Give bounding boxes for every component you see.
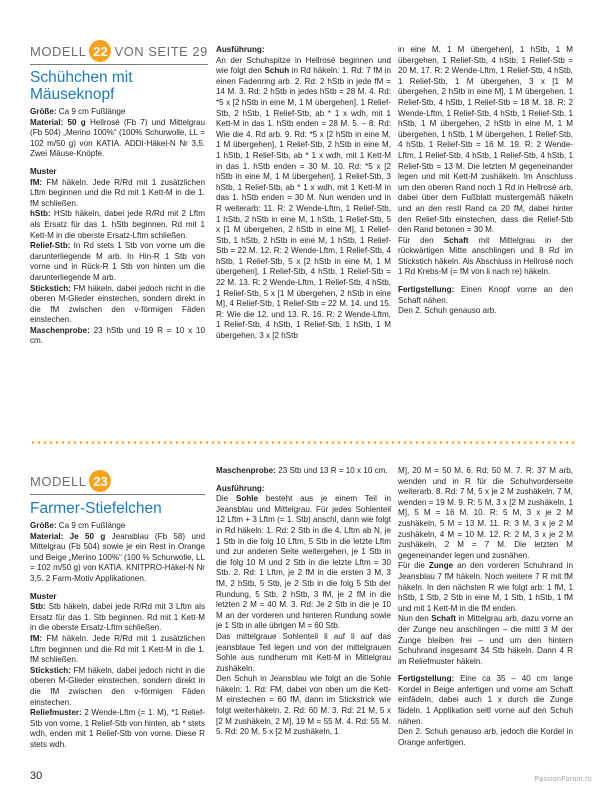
model-22-column-2 bbox=[216, 45, 391, 345]
maschenprobe-paragraph: Maschenprobe: 23 hStb und 19 R = 10 x 10 cm. bbox=[30, 325, 205, 346]
model-23-column-3 bbox=[398, 466, 573, 766]
header-rule bbox=[30, 64, 208, 65]
stb-paragraph: Stb: Stb häkeln, dabei jede R/Rd mit 3 Lftm als Ersatz für das 1. Stb beginnen. Rd mit 1 Kett-M in die oberste Ersatz-Lftm schließen. bbox=[30, 602, 205, 633]
page-number: 30 bbox=[30, 770, 43, 782]
ausfuehrung-heading: Ausführung: bbox=[216, 45, 265, 54]
section-divider bbox=[30, 441, 575, 444]
model-number-badge: 22 bbox=[89, 40, 111, 62]
groesse-paragraph: Größe: Ca 9 cm Fußlänge bbox=[30, 521, 126, 530]
schaft-paragraph: Nun den Schaft in Mittelgrau arb, dazu vorne an der Zunge neu anschlingen – die mittl 3 M der Zunge bleiben frei – und um den hintern Schuhrand insgesamt 34 Stb häkeln. Dann 4 R im Reliefmuster häkeln. bbox=[398, 614, 573, 666]
fm-paragraph: fM: FM häkeln. Jede R/Rd mit 1 zusätzlichen Lftm beginnen und die Rd mit 1 Kett-M in die 1. fM schließen. bbox=[30, 177, 205, 208]
von-seite-label: VON SEITE 29 bbox=[114, 43, 208, 59]
stickstich-paragraph: Stickstich: FM häkeln, dabei jedoch nicht in die oberen M-Glieder einstechen, sondern direkt in die fM zwischen den v-förmigen Fäden einstechen. bbox=[30, 665, 205, 707]
fertigstellung-paragraph: Fertigstellung: Eine ca 35 – 40 cm lange Kordel in Beige anfertigen und vorne am Schaft einfädeln, dabei auch 1 x durch die Zunge fädeln. 1 Applikation seitl vorne auf den Schuh nähen. bbox=[398, 674, 573, 726]
second-shoe-note: Den 2. Schuh genauso arb, jedoch die Kordel in Orange anfertigen. bbox=[398, 727, 573, 747]
fertigstellung-paragraph: Fertigstellung: Einen Knopf vorne an den Schaft nähen. bbox=[398, 285, 573, 305]
model-22-column-3 bbox=[398, 45, 573, 365]
material-paragraph: Material: 50 g Hellrosé (Fb 7) und Mittelgrau (Fb 504) „Merino 100%“ (100% Schurwolle, LL = 102 m/50 g) von KATIA. ADDI-Häkel-N Nr 3,5. Zwei Mäuse-Knöpfe. bbox=[30, 117, 205, 159]
muster-heading: Muster bbox=[30, 166, 57, 176]
modell-label: MODELL bbox=[30, 43, 87, 59]
sohle-paragraph: Die Sohle besteht aus je einem Teil in Jeansblau und Mittelgrau. Für jedes Sohlenteil 12 Lftm + 3 Lftm (= 1. Stb) anschl, dann wie folgt in Rd häkeln: 1. Rd: 2 Stb in die 4. Lftm ab N, je 1 Stb in die folg 10 Lftm, 5 Stb in die letzte Lftm und zur anderen Seite weitergehen, je 1 Stb in die folg 10 M und 2 Stb in die letzte Lftm = 30 Stb. 2. Rd: 1 Lftm, je 2 fM in die ersten 3 M, 3 fM, 2 hStb, 5 Stb, je 2 Stb in die folg 5 Stb der Rundung, 5 Stb, 2 hStb, 3 fM, je 2 fM in die letzten 2 M = 40 M. 3. Rd: Je 2 Stb in die je 10 M an der vorderen und hinteren Rundung sowie je 1 Stb in alle übrigen M = 60 Stb. bbox=[216, 494, 392, 631]
maschenprobe-paragraph: Maschenprobe: 23 Stb und 13 R = 10 x 10 cm. bbox=[216, 466, 388, 475]
hstb-paragraph: hStb: HStb häkeln, dabei jede R/Rd mit 2 Lftm als Ersatz für das 1. hStb beginnen. Rd mit 1 Kett-M in die oberste Ersatz-Lftm schließen. bbox=[30, 209, 205, 240]
sohle-join-paragraph: Das mittelgraue Sohlenteil li auf li auf das jeansblaue Teil legen und von der mittelgrauen Sohle aus rundherum mit Kett-M in Mittelgrau zushäkeln. bbox=[216, 631, 391, 673]
fm-paragraph: fM: FM häkeln. Jede R/Rd mit 1 zusätzlichen Lftm beginnen und die Rd mit 1 Kett-M in die 1. fM schließen. bbox=[30, 633, 205, 665]
ausfuehrung-heading: Ausführung: bbox=[216, 483, 265, 493]
reliefmuster-paragraph: Reliefmuster: 2 Wende-Lftm (= 1. M), *1 Relief-Stb von vorne, 1 Relief-Stb von hinten, ab * stets wdh, enden mit 1 Relief-Stb von vorne. Diese R stets wdh. bbox=[30, 708, 205, 749]
relief-paragraph: Relief-Stb: In Rd stets 1 Stb von vorne um die darunterliegende M arb. In Hin-R 1 Stb von vorne und in Rück-R 1 Stb von hinten um die darunterliegende M arb. bbox=[30, 241, 205, 282]
model-title: Schühchen mit Mäuseknopf bbox=[30, 69, 133, 103]
model-22-column-1 bbox=[30, 107, 205, 346]
continued-paragraph: M], 20 M = 50 M. 6. Rd: 50 M. 7. R: 37 M arb, wenden und in R für die Schuhvorderseite weiterarb. 8. Rd: 7 M, 5 x je 2 M zushäkeln, 7 M, wenden = 19 M. 9. R: 5 M, 3 x [2 M zushäkeln, 1 M], 5 M = 16 M. 10. R: 5 M, 3 x je 2 M zushäkeln, 5 M = 13 M. 11. R: 3 M, 3 x je 2 M zushäkeln, 4 M = 10 M. 12. R: 2 M, 3 x je 2 M zushäkeln, 2 M = 7 M. Die letzten M gegeneinander legen und zusnähen. bbox=[398, 466, 573, 560]
zunge-paragraph: Für die Zunge an den vorderen Schuhrand in Jeansblau 7 fM häkeln. Noch weitere 7 R mit fM häkeln. In den nächsten R wie folgt arb: 1 fM, 1 hStb, 1 Stb, 2 Stb in eine M, 1 Stb, 1 hStb, 1 fM und mit 1 Kett-M in die fM enden. bbox=[398, 561, 573, 613]
stickstich-paragraph: Stickstich: FM häkeln, dabei jedoch nicht in die oberen M-Glieder einstechen, sondern direkt in die fM zwischen den v-förmigen Fäden einstechen. bbox=[30, 283, 205, 325]
site-watermark: PassionForum.ru bbox=[534, 776, 592, 783]
header-rule bbox=[30, 494, 205, 495]
model-22-header bbox=[30, 40, 208, 62]
material-paragraph: Material: Je 50 g Jeansblau (Fb 58) und Mittelgrau (Fb 504) sowie je ein Rest in Orange und Beige „Merino 100%“ (100 % Schurwolle, LL = 102 m/50 g) von KATIA. KNITPRO-Häkel-N Nr 3,5. 2 Farm-Motiv Applikationen. bbox=[30, 531, 206, 583]
modell-label: MODELL bbox=[30, 473, 87, 489]
model-23-column-2 bbox=[216, 466, 391, 766]
model-23-header bbox=[30, 470, 205, 492]
ausfuehrung-paragraph: An der Schuhspitze in Hellrosé beginnen und wie folgt den Schuh in Rd häkeln: 1. Rd: 7 fM in einen Fadenring arb. 2. Rd: 2 hStb in jede fM = 14 M. 3. Rd: 2 hStb in jedes hStb = 28 M. 4. Rd: *5 x [2 hStb in eine M, 1 M übergehen], 1 Relief-Stb, 2 hStb, 1 Relief-Stb, ab * 1 x wdh, mit 1 Kett-M in das 1. hStb enden = 28 M. 5. – 8. Rd: Wie die 4. Rd arb. 9. Rd: *5 x [2 hStb in eine M, 1 M übergehen], 1 Relief-Stb, 2 hStb in eine M, 1 hStb, 1 Relief-Stb, ab * 1 x wdh, mit 1 Kett-M in das 1. hStb enden = 30 M. 10. Rd: *5 x [2 hStb in eine M, 1 M übergehen], 1 Relief-Stb, 3 hStb, 1 Relief-Stb, ab * 1 x wdh, mit 1 Kett-M in das 1. hStb enden = 30 M. Nun wenden und in R weiterarb: 11. R: 2 Wende-Lftm, 1 Relief-Stb, 1 hStb, 2 hStb in eine M, 1 hStb, 1 Relief-Stb, 5 x [1 M übergehen, 2 hStb in eine M], 1 Relief-Stb, 1 hStb, 2 hStb in eine M, 1 hStb, 1 Relief-Stb = 22 M. 12. R: 2 Wende-Lftm, 1 Relief-Stb, 4 hStb, 1 Relief-Stb, 5 x [2 hStb in eine M, 1 M übergehen], 1 Relief-Stb, 4 hStb, 1 Relief-Stb = 22 M. 13. R: 2 Wende-Lftm, 1 Relief-Stb, 4 hStb, 1 Relief-Stb, 5 x [1 M übergehen, 2 hStb in eine M], 4 Relief-Stb, 1 Relief-Stb = 22 M. 14. und 15. R: Wie die 12. und 13. R. 16. R: 2 Wende-Lftm, 1 Relief-Stb, 4 hStb, 1 Relief-Stb, 1 hStb, 1 M übergehen, 3 x [2 hStb bbox=[216, 55, 391, 341]
schaft-paragraph: Für den Schaft mit Mittelgrau in der rückwärtigen Mitte anschlingen und 8 Rd im Stickstich häkeln. Als Abschluss in Hellrosé noch 1 Rd Krebs-M (= fM von li nach re) häkeln. bbox=[398, 235, 573, 277]
model-23-column-1 bbox=[30, 521, 205, 761]
second-shoe-note: Den 2. Schuh genauso arb. bbox=[398, 306, 497, 316]
groesse-paragraph: Größe: Ca 9 cm Fußlänge bbox=[30, 107, 126, 116]
muster-heading: Muster bbox=[30, 591, 57, 601]
continued-paragraph: in eine M, 1 M übergehen], 1 hStb, 1 M übergehen, 1 Relief-Stb, 4 hStb, 1 Relief-Stb = 20 M. 17. R: 2 Wende-Lftm, 1 Relief-Stb, 4 hStb, 1 Relief-Stb, 1 M übergehen, 3 x [1 M übergehen, 2 hStb in eine M], 1 M übergehen, 1 Relief-Stb, 4 hStb, 1 Relief-Stb = 18 M. 18. R: 2 Wende-Lftm, 1 Relief-Stb, 4 hStb, 1 Relief-Stb, 1 hStb, 1 M übergehen, 2 hStb in eine M, 1 M übergehen, 1 hStb, 1 M übergehen, 1 Relief-Stb, 4 hStb, 1 Relief-Stb = 16 M. 19. R: 2 Wende-Lftm, 1 Relief-Stb, 4 hStb, 1 Relief-Stb, 4 hStb, 1 Relief-Stb = 13 M. Die letzten M gegeneinander legen und mit Kett-M zushäkeln. Im Anschluss um den oberen Rand noch 1 Rd in Hellrosé arb, dabei über dem Fußblatt mustergemäß häkeln und an den restl Rand ca 20 fM, dabei hinter den Relief-Stb einstechen, dass die Relief-Stb den Rand betonen = 30 M. bbox=[398, 45, 573, 235]
model-number-badge: 23 bbox=[89, 470, 111, 492]
model-title: Farmer-Stiefelchen bbox=[30, 500, 162, 517]
schuh-paragraph: Den Schuh in Jeansblau wie folgt an die Sohle häkeln: 1. Rd: FM, dabei von oben um die Kett-M einstechen = 60 fM, dann im Stickstrick wie folgt weiterhäkeln. 2. Rd: 60 M. 3. Rd: 21 M, 5 x [2 M zushäkeln, 2 M], 19 M = 55 M. 4. Rd: 55 M. 5. Rd: 20 M, 5 x [2 M zushäkeln, 1 bbox=[216, 674, 391, 737]
